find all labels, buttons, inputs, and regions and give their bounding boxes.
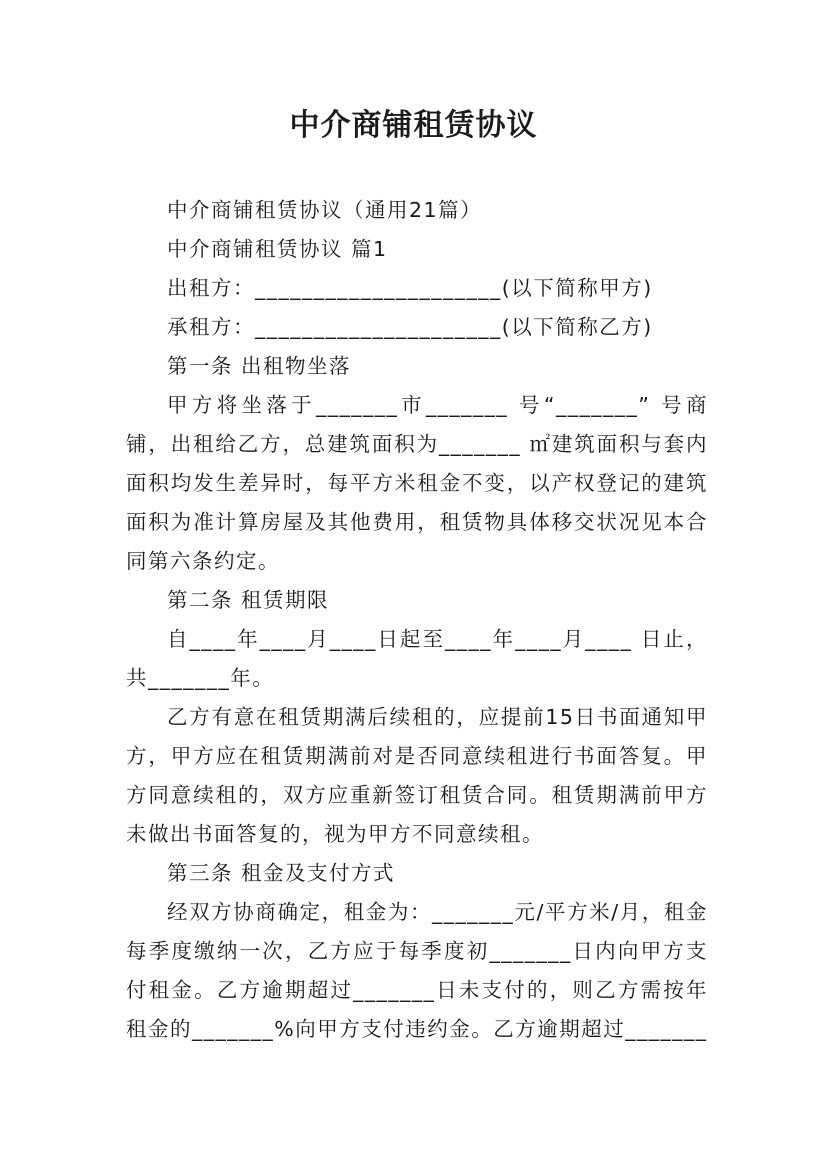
paragraph-lessee: 承租方：_____________________(以下简称乙方) (167, 315, 653, 339)
article-2-term: 自____年____月____日起至____年____月____ 日止，共_______年。 (126, 627, 708, 690)
article-3-body: 经双方协商确定，租金为：_______元/平方米/月，租金每季度缴纳一次，乙方应于每季度初_______日内向甲方支付租金。乙方逾期超过_______日未支付的，则乙方需按年租金的_______%向甲方支付违约金。乙方逾期超过_______ (126, 900, 708, 1041)
article-3-heading: 第三条 租金及支付方式 (167, 861, 396, 885)
paragraph-section-title: 中介商铺租赁协议 篇1 (167, 237, 388, 261)
document-title: 中介商铺租赁协议 (289, 108, 538, 143)
document-body (126, 191, 708, 1049)
paragraph-subtitle: 中介商铺租赁协议（通用21篇） (167, 198, 483, 222)
paragraph-lessor: 出租方：_____________________(以下简称甲方) (167, 276, 653, 300)
article-2-heading: 第二条 租赁期限 (167, 588, 330, 612)
article-2-renewal: 乙方有意在租赁期满后续租的，应提前15日书面通知甲方，甲方应在租赁期满前对是否同意续租进行书面答复。甲方同意续租的，双方应重新签订租赁合同。租赁期满前甲方未做出书面答复的，视为甲方不同意续租。 (126, 705, 708, 846)
article-1-heading: 第一条 出租物坐落 (167, 354, 352, 378)
article-1-body: 甲方将坐落于_______市_______ 号“_______” 号商铺，出租给乙方，总建筑面积为_______ ㎡建筑面积与套内面积均发生差异时，每平方米租金不变，以产权登记的建筑面积为准计算房屋及其他费用，租赁物具体移交状况见本合同第六条约定。 (126, 393, 708, 573)
